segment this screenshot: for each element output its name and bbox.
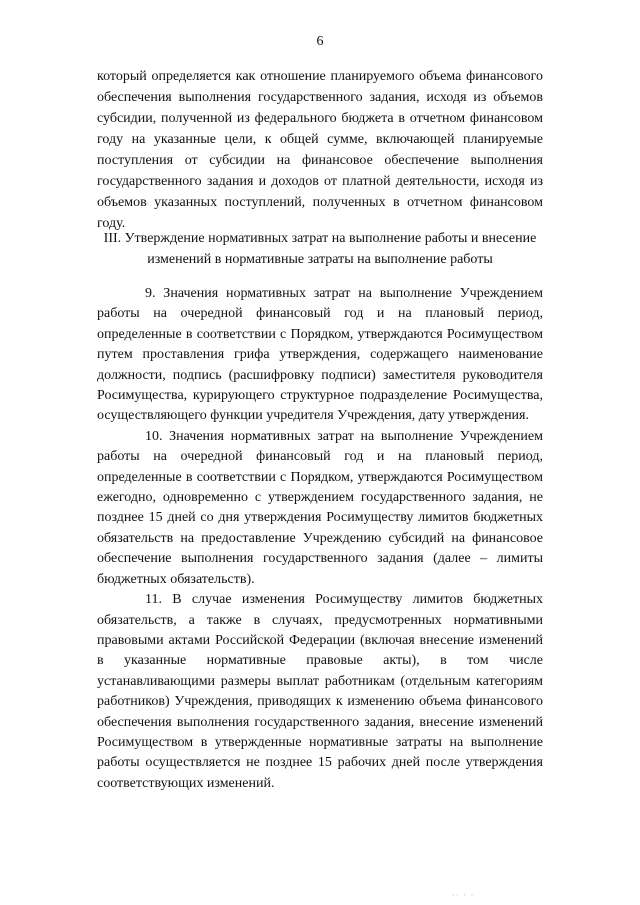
scan-specks: ·· · ·	[452, 890, 475, 900]
continuation-text: который определяется как отношение планируемого объема финансового обеспечения выполнения государственного задания, исходя из объемов субсидии, полученной из федерального бюджета в отчетном финансовом году на указанные цели, к общей сумме, включающей планируемые поступления от субсидии на финансовое обеспечение выполнения государственного задания и доходов от платной деятельности, исходя из объемов указанных поступлений, полученных в отчетном финансовом году.	[97, 69, 543, 231]
paragraph-10: 10. Значения нормативных затрат на выполнение Учреждением работы на очередной финансовый год и на плановый период, определенные в соответствии с Порядком, утверждаются Росимуществом ежегодно, одновременно с утверждением государственного задания, не позднее 15 дней со дня утверждения Росимуществу лимитов бюджетных обязательств на предоставление Учреждению субсидий на финансовое обеспечение выполнения государственного задания (далее – лимиты бюджетных обязательств).	[97, 428, 543, 587]
section-heading-line-2: изменений в нормативные затраты на выполнение работы	[147, 251, 493, 267]
continuation-paragraph	[97, 66, 543, 234]
paragraph-9: 9. Значения нормативных затрат на выполнение Учреждением работы на очередной финансовый год и на плановый период, определенные в соответствии с Порядком, утверждаются Росимуществом путем проставления грифа утверждения, содержащего наименование должности, подпись (расшифровку подписи) заместителя руководителя Росимущества, курирующего структурное подразделение Росимущества, осуществляющего функции учредителя Учреждения, дату утверждения.	[97, 286, 543, 424]
section-body	[97, 284, 543, 794]
paragraph-11: 11. В случае изменения Росимуществу лимитов бюджетных обязательств, а также в случаях, предусмотренных нормативными правовыми актами Российской Федерации (включая внесение изменений в указанные нормативные правовые акты), в том числе устанавливающими размеры выплат работникам (отдельным категориям работников) Учреждения, приводящих к изменению объема финансового обеспечения выполнения государственного задания, внесение изменений Росимуществом в утвержденные нормативные затраты на выполнение работы осуществляется не позднее 15 рабочих дней после утверждения соответствующих изменений.	[97, 592, 543, 791]
section-heading-line-1: III. Утверждение нормативных затрат на выполнение работы и внесение	[103, 231, 537, 246]
page-number: 6	[316, 34, 324, 49]
section-heading	[97, 229, 543, 270]
